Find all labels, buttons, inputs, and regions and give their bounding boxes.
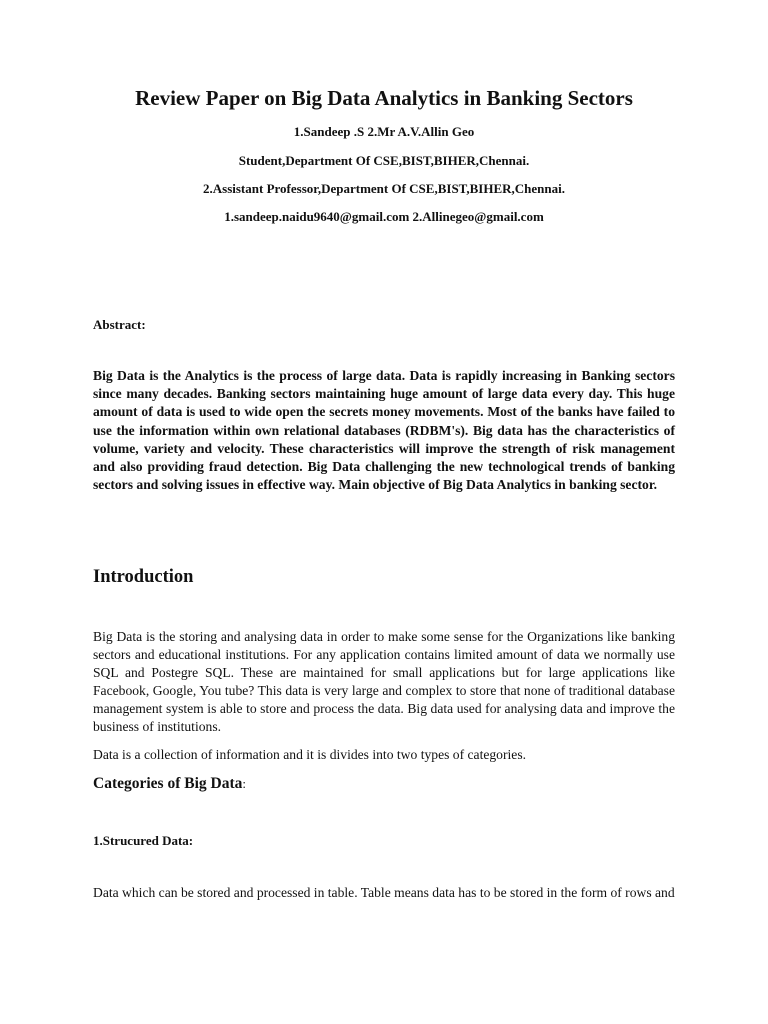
categories-heading-text: Categories of Big Data bbox=[93, 775, 243, 792]
author-emails: 1.sandeep.naidu9640@gmail.com 2.Allinegeo@gmail.com bbox=[224, 209, 544, 224]
structured-data-heading: 1.Strucured Data: bbox=[93, 833, 194, 848]
introduction-paragraph-1: Big Data is the storing and analysing data in order to make some sense for the Organizations like banking sectors and educational institutions. For any application contains limited amount of data we normally use SQL and Postegre SQL. These are maintained for small applications but for large applications like Facebook, Google, You tube? This data is very large and complex to store that none of traditional database management system is able to store and process the data. Big data used for analysing data and improve the business of institutions. bbox=[93, 629, 675, 735]
paper-title: Review Paper on Big Data Analytics in Banking Sectors bbox=[135, 86, 633, 110]
authors-line: 1.Sandeep .S 2.Mr A.V.Allin Geo bbox=[293, 124, 475, 139]
abstract-heading: Abstract: bbox=[93, 317, 146, 332]
affiliation-student: Student,Department Of CSE,BIST,BIHER,Chennai. bbox=[238, 153, 530, 168]
introduction-heading: Introduction bbox=[93, 567, 194, 587]
categories-heading bbox=[93, 775, 246, 793]
structured-data-paragraph: Data which can be stored and processed in table. Table means data has to be stored in the form of rows and bbox=[93, 885, 675, 900]
introduction-paragraph-2: Data is a collection of information and it is divides into two types of categories. bbox=[93, 747, 527, 762]
categories-heading-colon: : bbox=[242, 776, 246, 791]
abstract-body: Big Data is the Analytics is the process of large data. Data is rapidly increasing in Banking sectors since many decades. Banking sectors maintaining huge amount of large data every day. This huge amount of data is used to wide open the secrets money movements. Most of the banks have failed to use the information within own relational databases (RDBM's). Big data has the characteristics of volume, variety and velocity. These characteristics will improve the strength of risk management and also providing fraud detection. Big Data challenging the new technological trends of banking sectors and solving issues in effective way. Main objective of Big Data Analytics in banking sector. bbox=[93, 368, 675, 493]
affiliation-professor: 2.Assistant Professor,Department Of CSE,BIST,BIHER,Chennai. bbox=[203, 181, 565, 196]
